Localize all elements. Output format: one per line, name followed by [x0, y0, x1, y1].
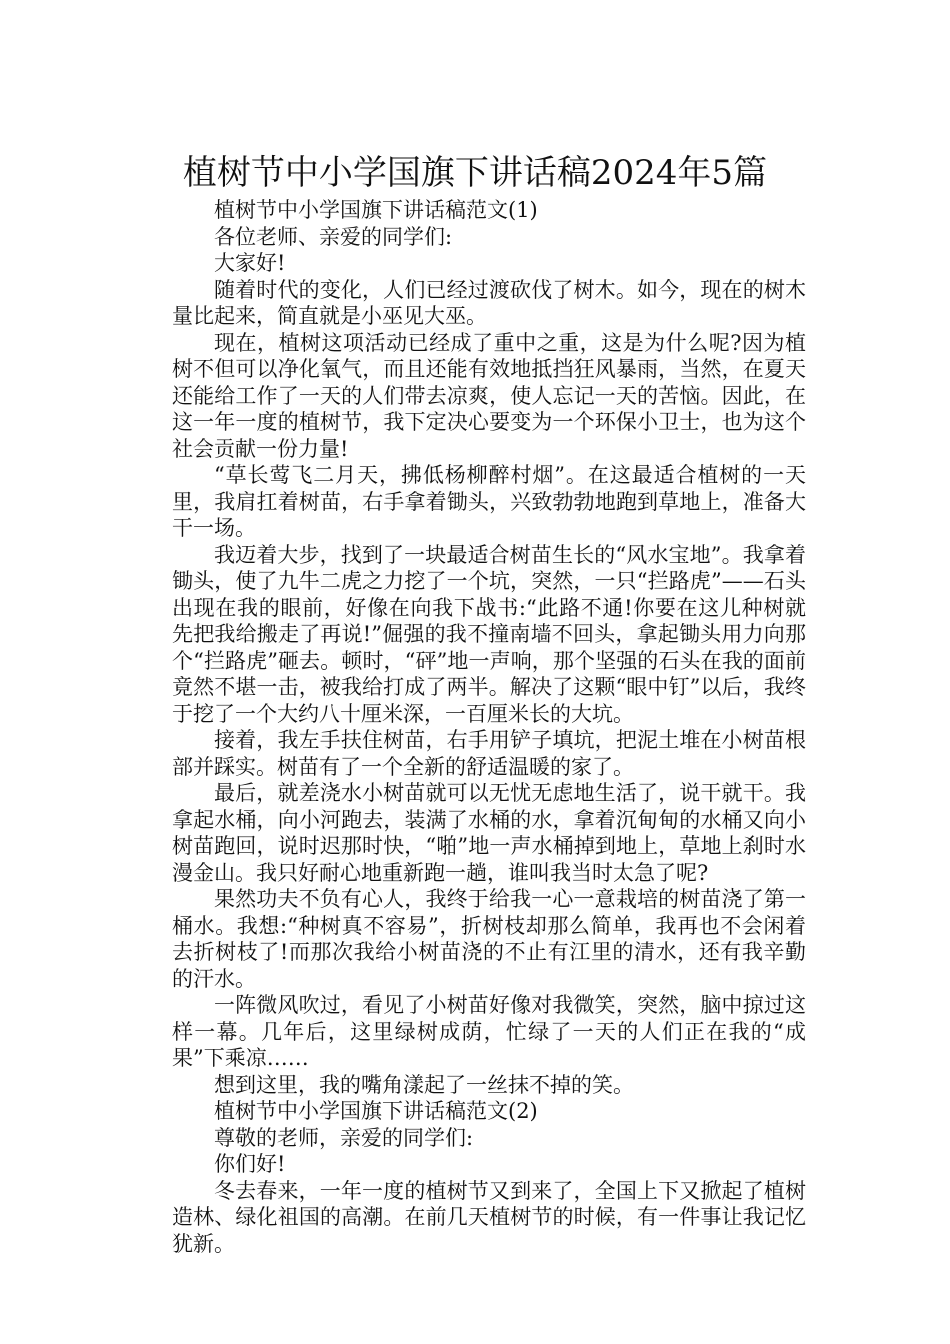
document-body [172, 197, 806, 1257]
body-paragraph: 现在，植树这项活动已经成了重中之重，这是为什么呢?因为植树不但可以净化氧气，而且还能有效地抵挡狂风暴雨，当然，在夏天还能给工作了一天的人们带去凉爽，使人忘记一天的苦恼。因此，在这一年一度的植树节，我下定决心要变为一个环保小卫士，也为这个社会贡献一份力量! [172, 330, 806, 461]
salutation: 各位老师、亲爱的同学们: [214, 224, 453, 249]
greeting: 大家好! [214, 251, 286, 275]
body-paragraph: “草长莺飞二月天，拂低杨柳醉村烟”。在这最适合植树的一天里，我肩扛着树苗，右手拿着锄头，兴致勃勃地跑到草地上，准备大干一场。 [172, 463, 806, 540]
greeting: 你们好! [214, 1152, 286, 1176]
salutation: 尊敬的老师，亲爱的同学们: [214, 1125, 474, 1150]
section-heading: 植树节中小学国旗下讲话稿范文(2) [214, 1099, 538, 1123]
body-paragraph: 最后，就差浇水小树苗就可以无忧无虑地生活了，说干就干。我拿起水桶，向小河跑去，装满了水桶的水，拿着沉甸甸的水桶又向小树苗跑回，说时迟那时快，“啪”地一声水桶掉到地上，草地上刹时水漫金山。我只好耐心地重新跑一趟，谁叫我当时太急了呢? [172, 781, 806, 885]
document-title: 植树节中小学国旗下讲话稿2024年5篇 [182, 152, 768, 193]
body-paragraph: 果然功夫不负有心人，我终于给我一心一意栽培的树苗浇了第一桶水。我想:“种树真不容易”，折树枝却那么简单，我再也不会闲着去折树枝了!而那次我给小树苗浇的不止有江里的清水，还有我辛勤的汗水。 [172, 887, 806, 991]
body-paragraph: 接着，我左手扶住树苗，右手用铲子填坑，把泥土堆在小树苗根部并踩实。树苗有了一个全新的舒适温暖的家了。 [172, 728, 806, 779]
body-paragraph: 我迈着大步，找到了一块最适合树苗生长的“风水宝地”。我拿着锄头，使了九牛二虎之力挖了一个坑，突然，一只“拦路虎”——石头出现在我的眼前，好像在向我下战书:“此路不通!你要在这儿种树就先把我给搬走了再说!”倔强的我不撞南墙不回头，拿起锄头用力向那个“拦路虎”砸去。顿时，“砰”地一声响，那个坚强的石头在我的面前竟然不堪一击，被我给打成了两半。解决了这颗“眼中钉”以后，我终于挖了一个大约八十厘米深，一百厘米长的大坑。 [172, 542, 806, 726]
body-paragraph: 随着时代的变化，人们已经过渡砍伐了树木。如今，现在的树木量比起来，简直就是小巫见大巫。 [172, 277, 806, 328]
body-paragraph: 一阵微风吹过，看见了小树苗好像对我微笑，突然，脑中掠过这样一幕。几年后，这里绿树成荫，忙绿了一天的人们正在我的“成果”下乘凉…… [172, 993, 806, 1070]
body-paragraph: 想到这里，我的嘴角漾起了一丝抹不掉的笑。 [214, 1072, 634, 1097]
section-heading: 植树节中小学国旗下讲话稿范文(1) [214, 198, 538, 222]
body-paragraph: 冬去春来，一年一度的植树节又到来了，全国上下又掀起了植树造林、绿化祖国的高潮。在前几天植树节的时候，有一件事让我记忆犹新。 [172, 1178, 806, 1256]
